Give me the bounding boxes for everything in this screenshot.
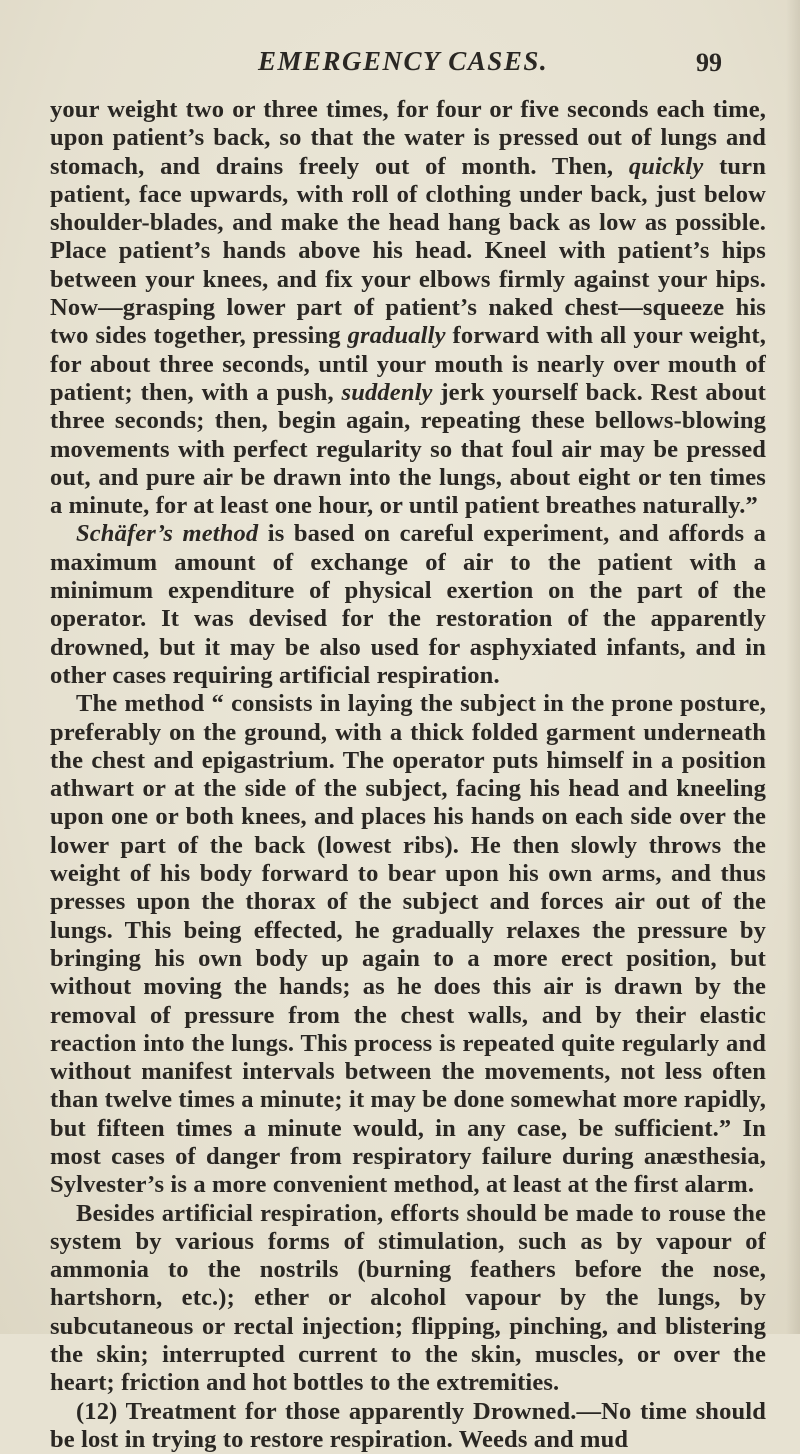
paragraph-schafer-method (50, 520, 766, 690)
text-run: (12) Treatment for those apparently Drowned.—No time should be lost in trying to restore respiration. Weeds and mud (50, 1397, 766, 1453)
italic-text: Schäfer’s method (76, 520, 259, 548)
paragraph-continued (50, 96, 766, 520)
text-run: turn patient, face upwards, with roll of clothing under back, just below shoulder-blades, and make the head hang back as low as possible. Place patient’s hands above his head. Kneel with patient’s hips between your knees, and fix your elbows firmly against your hips. Now—grasping lower part of patient’s naked chest—squeeze his two sides together, pressing (50, 152, 766, 350)
page-edge-shadow (786, 0, 800, 1334)
paragraph-method-quote (50, 690, 766, 1199)
text-run: Besides artificial respiration, efforts should be made to rouse the system by various forms of stimulation, such as by vapour of ammonia to the nostrils (burning feathers before the nose, hartshorn, etc.); ether or alcohol vapour by the lungs, by subcutaneous or rectal injection; flipping, pinching, and blistering the skin; interrupted current to the skin, muscles, or over the heart; friction and hot bottles to the extremities. (50, 1199, 766, 1397)
running-head: EMERGENCY CASES. (258, 46, 549, 76)
italic-text: gradually (347, 322, 446, 350)
text-run: your weight two or three times, for four or five seconds each time, upon patient’s back, so that the water is pressed out of lungs and stomach, and drains freely out of month. Then, (50, 96, 766, 180)
italic-text: suddenly (341, 378, 433, 406)
text-run: is based on careful experiment, and affords a maximum amount of exchange of air to the patient with a minimum expenditure of physical exertion on the part of the operator. It was devised for the restoration of the apparently drowned, but it may be also used for asphyxiated infants, and in other cases requiring artificial respiration. (50, 520, 766, 689)
body-text (50, 96, 766, 1454)
page-number: 99 (696, 48, 722, 77)
text-run: forward with all your weight, for about three seconds, until your mouth is nearly over mouth of patient; then, with a push, (50, 322, 767, 406)
text-run: The method “ consists in laying the subject in the prone posture, preferably on the ground, with a thick folded garment underneath the chest and epigastrium. The operator puts himself in a position athwart or at the side of the subject, facing his head and kneeling upon one or both knees, and places his hands on each side over the lower part of the back (lowest ribs). He then slowly throws the weight of his body forward to bear upon his own arms, and thus presses upon the thorax of the subject and forces air out of the lungs. This being effected, he gradually relaxes the pressure by bringing his own body up again to a more erect position, but without moving the hands; as he does this air is drawn by the removal of pressure from the chest walls, and by their elastic reaction into the lungs. This process is repeated quite regularly and without manifest intervals between the movements, not less often than twelve times a minute; it may be done somewhat more rapidly, but fifteen times a minute would, in any case, be sufficient.” In most cases of danger from respiratory failure during anæsthesia, Sylvester’s is a more convenient method, at least at the first alarm. (50, 690, 766, 1199)
paragraph-drowned-treatment (50, 1398, 766, 1454)
page-header (0, 46, 800, 86)
text-run: jerk yourself back. Rest about three seconds; then, begin again, repeating these bellows-blowing movements with perfect regularity so that foul air may be pressed out, and pure air be drawn into the lungs, about eight or ten times a minute, for at least one hour, or until patient breathes naturally.” (50, 378, 766, 520)
paragraph-stimulation (50, 1200, 766, 1398)
italic-text: quickly (628, 152, 704, 180)
